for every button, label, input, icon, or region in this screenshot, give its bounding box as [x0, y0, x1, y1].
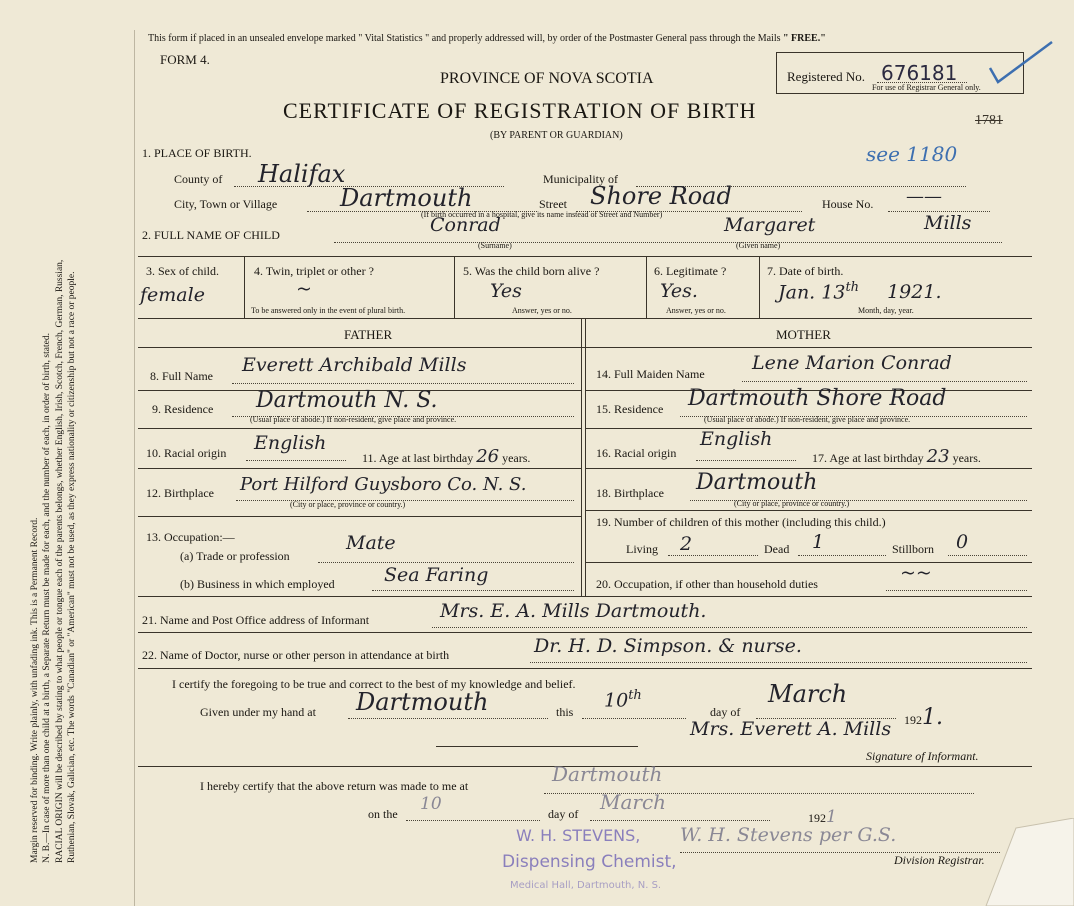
mother-age: 23 [926, 446, 950, 467]
father-name: Everett Archibald Mills [242, 354, 467, 376]
child-surname: Conrad [430, 214, 501, 236]
father-race: English [254, 432, 327, 454]
registrar-day: 10 [420, 794, 442, 814]
day-of-label: day of [710, 705, 741, 719]
given-caption: (Given name) [736, 241, 781, 250]
city-value: Dartmouth [340, 184, 473, 212]
mother-birthplace-label: 18. Birthplace [596, 486, 664, 500]
twin-note: To be answered only in the event of plural birth. [251, 306, 406, 315]
form-number: FORM 4. [160, 52, 210, 67]
certify-day: 10th [604, 688, 642, 712]
father-name-label: 8. Full Name [150, 369, 213, 383]
signature-caption: Signature of Informant. [866, 749, 979, 763]
birth-date-value: Jan. 13th 1921. [778, 280, 942, 304]
child-given: Margaret [724, 214, 816, 236]
registered-label: Registered No. [787, 69, 865, 84]
dead-label: Dead [764, 542, 790, 556]
mail-notice: This form if placed in an unsealed envelope marked " Vital Statistics " and properly addressed will, by order of the Postmaster General pass through the Mails " FREE." [148, 33, 826, 44]
father-residence-label: 9. Residence [152, 402, 214, 416]
alive-value: Yes [490, 280, 522, 302]
mother-occupation-label: 20. Occupation, if other than household duties [596, 577, 818, 591]
twin-label: 4. Twin, triplet or other ? [254, 264, 374, 278]
registered-number: 676181 [881, 61, 958, 85]
legitimate-label: 6. Legitimate ? [654, 264, 727, 278]
birth-date-note: Month, day, year. [858, 306, 914, 315]
mother-residence-note: (Usual place of abode.) If non-resident, give place and province. [704, 415, 911, 424]
free-label: " FREE." [783, 33, 826, 44]
twin-value: ~ [296, 278, 312, 300]
legitimate-note: Answer, yes or no. [666, 306, 726, 315]
margin-line-2: N. B.—In case of more than one child at a birth, a Separate Return must be made for each, and the number of each, in order of birth, stated. [42, 333, 53, 863]
child-given-2: Mills [924, 212, 972, 234]
registrar-signature: W. H. Stevens per G.S. [680, 824, 897, 846]
street-value: Shore Road [590, 182, 732, 210]
certify-text: I certify the foregoing to be true and correct to the best of my knowledge and belief. [172, 677, 576, 691]
alive-label: 5. Was the child born alive ? [463, 264, 600, 278]
living-label: Living [626, 542, 658, 556]
division-registrar-caption: Division Registrar. [894, 853, 985, 867]
child-name-label: 2. FULL NAME OF CHILD [142, 228, 280, 242]
registrar-place: Dartmouth [552, 762, 663, 786]
father-heading: FATHER [344, 327, 393, 342]
margin-line-4: Ruthenian, Slovak, Galician, etc. The words "Canadian" or "American" must not be used, as they express nationality or citizenship but not a race or people. [66, 271, 77, 863]
occupation-label: 13. Occupation:— [146, 530, 235, 544]
check-mark-icon [982, 38, 1058, 88]
street-label: Street [539, 197, 567, 211]
birth-date-label: 7. Date of birth. [767, 264, 844, 278]
margin-rule [134, 30, 135, 906]
stamp-line-3: Medical Hall, Dartmouth, N. S. [510, 880, 662, 891]
this-label: this [556, 705, 574, 719]
stillborn-label: Stillborn [892, 542, 935, 556]
given-under-label: Given under my hand at [200, 705, 316, 719]
mother-age-label: 17. Age at last birthday 23 years. [812, 446, 981, 467]
province-title: PROVINCE OF NOVA SCOTIA [440, 70, 654, 87]
business-label: (b) Business in which employed [180, 577, 335, 591]
sex-value: female [140, 284, 205, 306]
house-value: —— [906, 186, 942, 207]
sex-label: 3. Sex of child. [146, 264, 219, 278]
father-birthplace-note: (City or place, province or country.) [290, 500, 406, 509]
registrar-year: 1921 [808, 807, 837, 827]
alive-note: Answer, yes or no. [512, 306, 572, 315]
father-birthplace: Port Hilford Guysboro Co. N. S. [240, 474, 527, 495]
certificate-subtitle: (BY PARENT OR GUARDIAN) [490, 130, 623, 141]
living-value: 2 [680, 533, 693, 555]
doctor-value: Dr. H. D. Simpson. & nurse. [534, 635, 802, 657]
mother-birthplace-note: (City or place, province or country.) [734, 499, 850, 508]
certify-place: Dartmouth [356, 688, 489, 716]
margin-instructions [29, 43, 103, 863]
father-age: 26 [476, 446, 500, 467]
father-residence-note: (Usual place of abode.) If non-resident, give place and province. [250, 415, 457, 424]
stamp-line-1: W. H. STEVENS, [516, 826, 641, 845]
stillborn-value: 0 [956, 531, 969, 553]
registrar-note: For use of Registrar General only. [872, 83, 981, 92]
informant-value: Mrs. E. A. Mills Dartmouth. [440, 600, 707, 622]
father-residence: Dartmouth N. S. [256, 388, 438, 413]
trade-label: (a) Trade or profession [180, 549, 290, 563]
county-value: Halifax [258, 160, 346, 188]
father-birthplace-label: 12. Birthplace [146, 486, 214, 500]
margin-line-1: Margin reserved for binding. Write plainly, with unfading ink. This is a Permanent Record. [30, 517, 40, 863]
certify-year: 1921. [904, 705, 943, 730]
corner-number: 1781 [975, 113, 1003, 128]
mother-race-label: 16. Racial origin [596, 446, 677, 460]
on-the-label: on the [368, 807, 398, 821]
mother-residence: Dartmouth Shore Road [688, 386, 947, 411]
place-heading: 1. PLACE OF BIRTH. [142, 146, 252, 160]
mother-name: Lene Marion Conrad [752, 352, 952, 374]
margin-line-3: RACIAL ORIGIN will be described by stating to what people or tongue each of the parents belongs, whether English, Irish, Scotch, French, German, Russian, [54, 259, 65, 863]
father-business: Sea Faring [384, 564, 489, 586]
house-label: House No. [822, 197, 874, 211]
stamp-line-2: Dispensing Chemist, [502, 852, 677, 872]
registrar-day-of: day of [548, 807, 579, 821]
see-note: see 1180 [866, 142, 958, 166]
children-label: 19. Number of children of this mother (including this child.) [596, 515, 886, 529]
mother-name-label: 14. Full Maiden Name [596, 367, 705, 381]
informant-label: 21. Name and Post Office address of Informant [142, 613, 370, 627]
registrar-month: March [600, 790, 667, 814]
doctor-label: 22. Name of Doctor, nurse or other person in attendance at birth [142, 648, 450, 662]
father-race-label: 10. Racial origin [146, 446, 227, 460]
dead-value: 1 [812, 531, 825, 553]
certificate-title: CERTIFICATE OF REGISTRATION OF BIRTH [283, 98, 757, 123]
father-trade: Mate [346, 532, 396, 554]
hospital-note: (If birth occurred in a hospital, give its name instead of Street and Number) [421, 210, 663, 219]
father-age-label: 11. Age at last birthday 26 years. [362, 446, 531, 467]
city-label: City, Town or Village [174, 197, 278, 211]
surname-caption: (Surname) [478, 241, 512, 250]
county-label: County of [174, 172, 223, 186]
informant-signature: Mrs. Everett A. Mills [690, 718, 892, 740]
mother-race: English [700, 428, 773, 450]
legitimate-value: Yes. [660, 280, 698, 302]
municipality-label: Municipality of [543, 172, 618, 186]
mother-occupation: ~~ [900, 562, 932, 584]
mother-heading: MOTHER [776, 327, 831, 342]
mother-residence-label: 15. Residence [596, 402, 664, 416]
folded-corner-icon [976, 818, 1074, 906]
certify-month: March [768, 680, 848, 708]
mother-birthplace: Dartmouth [696, 470, 818, 495]
registrar-text: I hereby certify that the above return was made to me at [200, 779, 469, 793]
